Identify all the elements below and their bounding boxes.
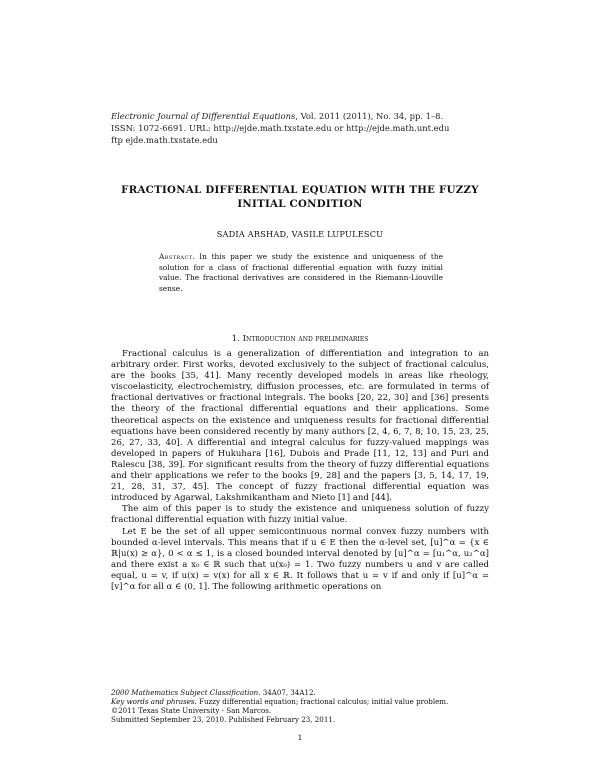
journal-name: Electronic Journal of Differential Equations	[111, 111, 296, 121]
keywords-label: Key words and phrases.	[111, 697, 197, 707]
abstract-label: Abstract.	[159, 252, 196, 261]
abstract-text: In this paper we study the existence and uniqueness of the solution for a class of fractional differential equation with fuzzy initial value. The fractional derivatives are considered in the Riemann-Liouville sense.	[159, 252, 443, 293]
abstract	[159, 252, 443, 294]
msc-footnote	[111, 688, 489, 697]
submitted-footnote: Submitted September 23, 2010. Published February 23, 2011.	[111, 715, 336, 725]
footnotes	[111, 688, 489, 724]
keywords-value: Fuzzy differential equation; fractional calculus; initial value problem.	[196, 697, 449, 707]
paragraph-3: Let E be the set of all upper semicontinuous normal convex fuzzy numbers with bounded α-level intervals. This means that if u ∈ E then the α-level set, [u]^α = {x ∈ ℝ|u(x) ≥ α}, 0 < α ≤ 1, is a closed bounded interval denoted by [u]^α = [u₁^α, u₂^α] and there exist a x₀ ∈ ℝ such that u(x₀) = 1. Two fuzzy numbers u and v are called equal, u = v, if u(x) = v(x) for all x ∈ ℝ. It follows that u = v if and only if [u]^α = [v]^α for all α ∈ (0, 1]. The following arithmetic operations on	[111, 526, 489, 592]
ftp-line: ftp ejde.math.txstate.edu	[111, 135, 218, 145]
authors: SADIA ARSHAD, VASILE LUPULESCU	[216, 229, 384, 239]
section-heading	[111, 334, 489, 344]
copyright-footnote: ©2011 Texas State University - San Marcos.	[111, 706, 272, 716]
journal-citation: , Vol. 2011 (2011), No. 34, pp. 1–8.	[295, 111, 444, 121]
keywords-footnote	[111, 697, 489, 706]
paper-title	[111, 183, 489, 211]
issn-line: ISSN: 1072-6691. URL: http://ejde.math.txstate.edu or http://ejde.math.unt.edu	[111, 123, 450, 133]
msc-label: 2000 Mathematics Subject Classification.	[111, 688, 261, 697]
msc-value: 34A07, 34A12.	[260, 688, 316, 697]
paragraph-1: Fractional calculus is a generalization of differentiation and integration to an arbitrary order. First works, devoted exclusively to the subject of fractional calculus, are the books [35, 41]. Many recently developed models in areas like rheology, viscoelasticity, electrochemistry, diffusion processes, etc. are formulated in terms of fractional derivatives or fractional integrals. The books [20, 22, 30] and [36] presents the theory of the fractional differential equations and their applications. Some theoretical aspects on the existence and uniqueness results for fractional differential equations have been considered recently by many authors [2, 4, 6, 7, 8, 10, 15, 23, 25, 26, 27, 33, 40]. A differential and integral calculus for fuzzy-valued mappings was developed in papers of Hukuhara [16], Dubois and Prade [11, 12, 13] and Puri and Ralescu [38, 39]. For significant results from the theory of fuzzy differential equations and their applications we refer to the books [9, 28] and the papers [3, 5, 14, 17, 19, 21, 28, 31, 37, 45]. The concept of fuzzy fractional differential equation was introduced by Agarwal, Lakshmikantham and Nieto [1] and [44].	[111, 349, 489, 504]
title-line-1: FRACTIONAL DIFFERENTIAL EQUATION WITH THE FUZZY	[121, 184, 479, 196]
section-number: 1.	[231, 334, 240, 344]
section-title: Introduction and preliminaries	[242, 334, 369, 344]
page-number: 1	[297, 733, 303, 742]
body-text	[111, 349, 489, 593]
journal-citation-line	[111, 110, 491, 122]
journal-header	[111, 110, 491, 146]
title-line-2: INITIAL CONDITION	[237, 198, 363, 210]
paragraph-2: The aim of this paper is to study the existence and uniqueness solution of fuzzy fractional differential equation with fuzzy initial value.	[111, 504, 489, 526]
